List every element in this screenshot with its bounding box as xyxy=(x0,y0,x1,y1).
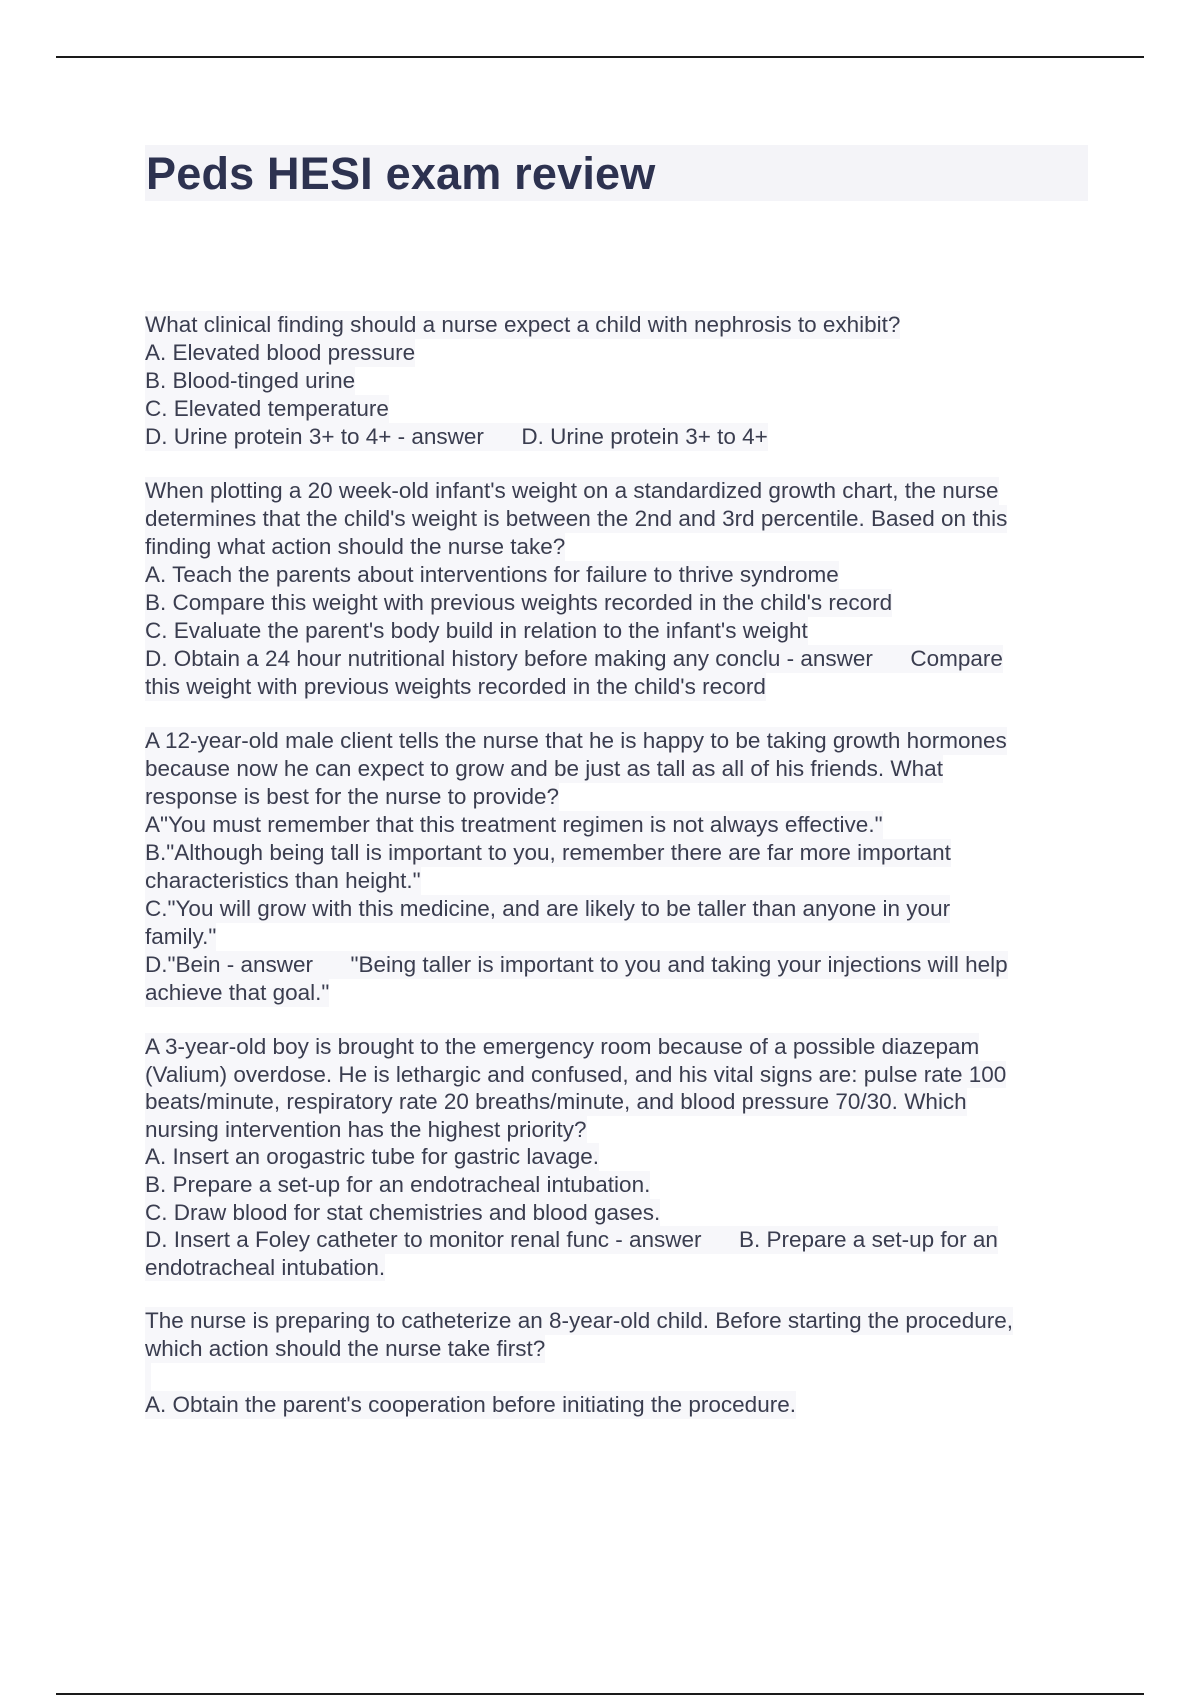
question-line: finding what action should the nurse take? xyxy=(145,534,566,559)
answer-option: D. Insert a Foley catheter to monitor renal func - answer B. Prepare a set-up for an xyxy=(145,1227,998,1253)
answer-option: B. Blood-tinged urine xyxy=(145,368,356,393)
blank-line xyxy=(145,1363,151,1391)
question-block xyxy=(145,1307,1080,1419)
answer-option: B. Prepare a set-up for an endotracheal intubation. xyxy=(145,1171,651,1197)
question-block xyxy=(145,727,1080,1007)
document-title: Peds HESI exam review xyxy=(146,148,656,199)
answer-option: D. Urine protein 3+ to 4+ - answer D. Urine protein 3+ to 4+ xyxy=(145,424,768,449)
answer-option: C."You will grow with this medicine, and are likely to be taller than anyone in your xyxy=(145,896,951,921)
question-line: response is best for the nurse to provide? xyxy=(145,784,559,809)
question-block xyxy=(145,311,1080,451)
answer-option: this weight with previous weights recorded in the child's record xyxy=(145,674,766,699)
answer-option: D."Bein - answer "Being taller is important to you and taking your injections will help xyxy=(145,952,1008,977)
answer-option: C. Elevated temperature xyxy=(145,396,389,421)
top-rule xyxy=(56,56,1144,58)
question-line: because now he can expect to grow and be just as tall as all of his friends. What xyxy=(145,756,943,781)
answer-option: A. Insert an orogastric tube for gastric lavage. xyxy=(145,1144,599,1170)
question-line: The nurse is preparing to catheterize an 8-year-old child. Before starting the procedure, xyxy=(145,1308,1013,1334)
question-line: (Valium) overdose. He is lethargic and confused, and his vital signs are: pulse rate 100 xyxy=(145,1061,1007,1087)
answer-option: achieve that goal." xyxy=(145,980,330,1005)
answer-option: D. Obtain a 24 hour nutritional history before making any conclu - answer Compare xyxy=(145,646,1003,671)
answer-option: A"You must remember that this treatment regimen is not always effective." xyxy=(145,812,883,837)
bottom-rule xyxy=(56,1693,1144,1695)
question-line: A 3-year-old boy is brought to the emergency room because of a possible diazepam xyxy=(145,1034,980,1059)
answer-option: B. Compare this weight with previous weights recorded in the child's record xyxy=(145,590,893,615)
answer-option: family." xyxy=(145,924,217,949)
answer-option: A. Obtain the parent's cooperation before initiating the procedure. xyxy=(145,1392,796,1418)
question-block xyxy=(145,477,1080,701)
answer-option: characteristics than height." xyxy=(145,868,421,893)
question-line: which action should the nurse take first? xyxy=(145,1336,546,1362)
question-line: What clinical finding should a nurse expect a child with nephrosis to exhibit? xyxy=(145,312,901,337)
answer-option: C. Draw blood for stat chemistries and blood gases. xyxy=(145,1199,661,1225)
question-line: determines that the child's weight is between the 2nd and 3rd percentile. Based on this xyxy=(145,506,1008,531)
document-body xyxy=(145,311,1080,1445)
question-line: A 12-year-old male client tells the nurse that he is happy to be taking growth hormones xyxy=(145,728,1007,753)
answer-option: endotracheal intubation. xyxy=(145,1254,386,1280)
answer-option: B."Although being tall is important to you, remember there are far more important xyxy=(145,840,951,865)
answer-option: C. Evaluate the parent's body build in relation to the infant's weight xyxy=(145,618,808,643)
answer-option: A. Elevated blood pressure xyxy=(145,340,416,365)
answer-option: A. Teach the parents about interventions for failure to thrive syndrome xyxy=(145,562,839,587)
question-block xyxy=(145,1033,1080,1281)
question-line: nursing intervention has the highest priority? xyxy=(145,1116,587,1142)
question-line: beats/minute, respiratory rate 20 breaths/minute, and blood pressure 70/30. Which xyxy=(145,1089,967,1115)
question-line: When plotting a 20 week-old infant's weight on a standardized growth chart, the nurse xyxy=(145,478,999,503)
